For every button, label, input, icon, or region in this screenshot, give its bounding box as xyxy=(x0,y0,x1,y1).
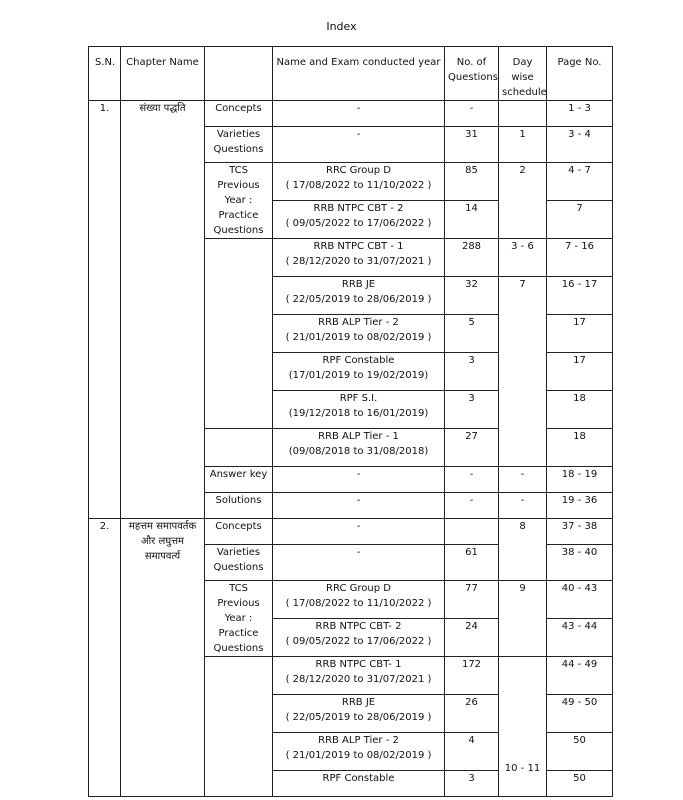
exam-name-cell: - xyxy=(273,545,445,581)
exam-date: ( 22/05/2019 to 28/06/2019 ) xyxy=(285,294,432,305)
topic-cell xyxy=(205,429,273,467)
num-questions-cell: 26 xyxy=(445,695,499,733)
num-questions-cell xyxy=(445,519,499,545)
exam-name-cell xyxy=(273,733,445,771)
exam-name-cell xyxy=(273,163,445,201)
page-title: Index xyxy=(326,20,357,33)
day-cell: 9 xyxy=(499,581,547,657)
day-cell xyxy=(499,101,547,127)
exam-name-cell xyxy=(273,277,445,315)
day-cell: 1 xyxy=(499,127,547,163)
header-num-questions: No. of Questions xyxy=(445,47,499,101)
exam-date: ( 22/05/2019 to 28/06/2019 ) xyxy=(285,712,432,723)
num-questions-cell: 4 xyxy=(445,733,499,771)
page-cell: 50 xyxy=(547,733,613,771)
num-questions-cell: - xyxy=(445,493,499,519)
exam-name: RRC Group D xyxy=(326,583,391,594)
num-questions-cell: 27 xyxy=(445,429,499,467)
index-table xyxy=(88,46,613,797)
exam-name-cell xyxy=(273,353,445,391)
header-chapter: Chapter Name xyxy=(121,47,205,101)
num-questions-cell: 61 xyxy=(445,545,499,581)
day-cell: 10 - 11 xyxy=(499,657,547,797)
exam-name-cell xyxy=(273,201,445,239)
exam-name-cell xyxy=(273,429,445,467)
page-cell: 43 - 44 xyxy=(547,619,613,657)
exam-date: (17/01/2019 to 19/02/2019) xyxy=(288,370,429,381)
num-questions-cell: 32 xyxy=(445,277,499,315)
header-name-year: Name and Exam conducted year xyxy=(273,47,445,101)
page-cell: 3 - 4 xyxy=(547,127,613,163)
topic-cell: Concepts xyxy=(205,519,273,545)
num-questions-cell: 3 xyxy=(445,353,499,391)
header-day-schedule: Day wise schedule xyxy=(499,47,547,101)
topic-cell xyxy=(205,657,273,797)
exam-name-cell: - xyxy=(273,467,445,493)
exam-name: RRB ALP Tier - 2 xyxy=(318,735,399,746)
page-cell: 49 - 50 xyxy=(547,695,613,733)
page-cell: 4 - 7 xyxy=(547,163,613,201)
exam-date: ( 09/05/2022 to 17/06/2022 ) xyxy=(285,636,432,647)
page-cell: 44 - 49 xyxy=(547,657,613,695)
exam-name: RRB ALP Tier - 1 xyxy=(318,431,399,442)
day-cell: 8 xyxy=(499,519,547,581)
chapter-sn: 1. xyxy=(89,101,121,519)
page-cell: 38 - 40 xyxy=(547,545,613,581)
exam-name: RRB NTPC CBT- 1 xyxy=(315,659,402,670)
day-cell: - xyxy=(499,493,547,519)
day-cell: 7 xyxy=(499,277,547,467)
exam-name-cell: - xyxy=(273,519,445,545)
exam-date: ( 21/01/2019 to 08/02/2019 ) xyxy=(285,332,432,343)
num-questions-cell: 31 xyxy=(445,127,499,163)
topic-cell: Concepts xyxy=(205,101,273,127)
num-questions-cell: 3 xyxy=(445,391,499,429)
exam-name-cell: RPF Constable xyxy=(273,771,445,797)
num-questions-cell: 77 xyxy=(445,581,499,619)
topic-cell: TCS Previous Year : Practice Questions xyxy=(205,581,273,657)
exam-name-cell: - xyxy=(273,493,445,519)
exam-name: RRB JE xyxy=(341,279,376,290)
chapter-name: संख्या पद्धति xyxy=(121,101,205,519)
exam-name: RPF Constable xyxy=(322,355,395,366)
header-topic xyxy=(205,47,273,101)
exam-name: RPF S.I. xyxy=(339,393,378,404)
num-questions-cell: - xyxy=(445,467,499,493)
page-cell: 16 - 17 xyxy=(547,277,613,315)
exam-name: RRB NTPC CBT- 2 xyxy=(315,621,402,632)
page-cell: 1 - 3 xyxy=(547,101,613,127)
exam-name-cell xyxy=(273,657,445,695)
exam-name-cell xyxy=(273,695,445,733)
exam-name-cell xyxy=(273,391,445,429)
num-questions-cell: 24 xyxy=(445,619,499,657)
exam-name-cell xyxy=(273,315,445,353)
page-cell: 7 - 16 xyxy=(547,239,613,277)
page-cell: 18 - 19 xyxy=(547,467,613,493)
exam-name: RRC Group D xyxy=(326,165,391,176)
exam-date: ( 09/05/2022 to 17/06/2022 ) xyxy=(285,218,432,229)
exam-name-cell: - xyxy=(273,127,445,163)
num-questions-cell: 3 xyxy=(445,771,499,797)
table-row xyxy=(89,519,613,545)
page-cell: 17 xyxy=(547,353,613,391)
header-sn: S.N. xyxy=(89,47,121,101)
exam-date: ( 28/12/2020 to 31/07/2021 ) xyxy=(285,256,432,267)
exam-name: RRB NTPC CBT - 1 xyxy=(313,241,404,252)
day-cell: 3 - 6 xyxy=(499,239,547,277)
topic-cell xyxy=(205,239,273,429)
num-questions-cell: 288 xyxy=(445,239,499,277)
exam-date: (19/12/2018 to 16/01/2019) xyxy=(288,408,429,419)
page-cell: 18 xyxy=(547,429,613,467)
page-cell: 18 xyxy=(547,391,613,429)
exam-date: ( 17/08/2022 to 11/10/2022 ) xyxy=(285,598,432,609)
exam-name: RRB ALP Tier - 2 xyxy=(318,317,399,328)
day-cell: 2 xyxy=(499,163,547,239)
topic-cell: Varieties Questions xyxy=(205,545,273,581)
chapter-name: महत्तम समापवर्तक और लघुत्तम समापवर्त्य xyxy=(121,519,205,797)
topic-cell: Answer key xyxy=(205,467,273,493)
exam-date: ( 28/12/2020 to 31/07/2021 ) xyxy=(285,674,432,685)
num-questions-cell: - xyxy=(445,101,499,127)
exam-name-cell xyxy=(273,619,445,657)
chapter-sn: 2. xyxy=(89,519,121,797)
exam-date: (09/08/2018 to 31/08/2018) xyxy=(288,446,429,457)
exam-date: ( 17/08/2022 to 11/10/2022 ) xyxy=(285,180,432,191)
exam-name: RRB JE xyxy=(341,697,376,708)
page-cell: 17 xyxy=(547,315,613,353)
exam-name: RRB NTPC CBT - 2 xyxy=(313,203,404,214)
num-questions-cell: 85 xyxy=(445,163,499,201)
exam-date: ( 21/01/2019 to 08/02/2019 ) xyxy=(285,750,432,761)
exam-name-cell xyxy=(273,581,445,619)
header-row xyxy=(89,47,613,101)
page-cell: 7 xyxy=(547,201,613,239)
exam-name-cell: - xyxy=(273,101,445,127)
page-cell: 40 - 43 xyxy=(547,581,613,619)
day-cell: - xyxy=(499,467,547,493)
num-questions-cell: 14 xyxy=(445,201,499,239)
num-questions-cell: 5 xyxy=(445,315,499,353)
page-cell: 37 - 38 xyxy=(547,519,613,545)
topic-cell: Varieties Questions xyxy=(205,127,273,163)
table-row xyxy=(89,101,613,127)
header-page: Page No. xyxy=(547,47,613,101)
page-cell: 19 - 36 xyxy=(547,493,613,519)
topic-cell: TCS Previous Year : Practice Questions xyxy=(205,163,273,239)
page-cell: 50 xyxy=(547,771,613,797)
num-questions-cell: 172 xyxy=(445,657,499,695)
topic-cell: Solutions xyxy=(205,493,273,519)
exam-name-cell xyxy=(273,239,445,277)
